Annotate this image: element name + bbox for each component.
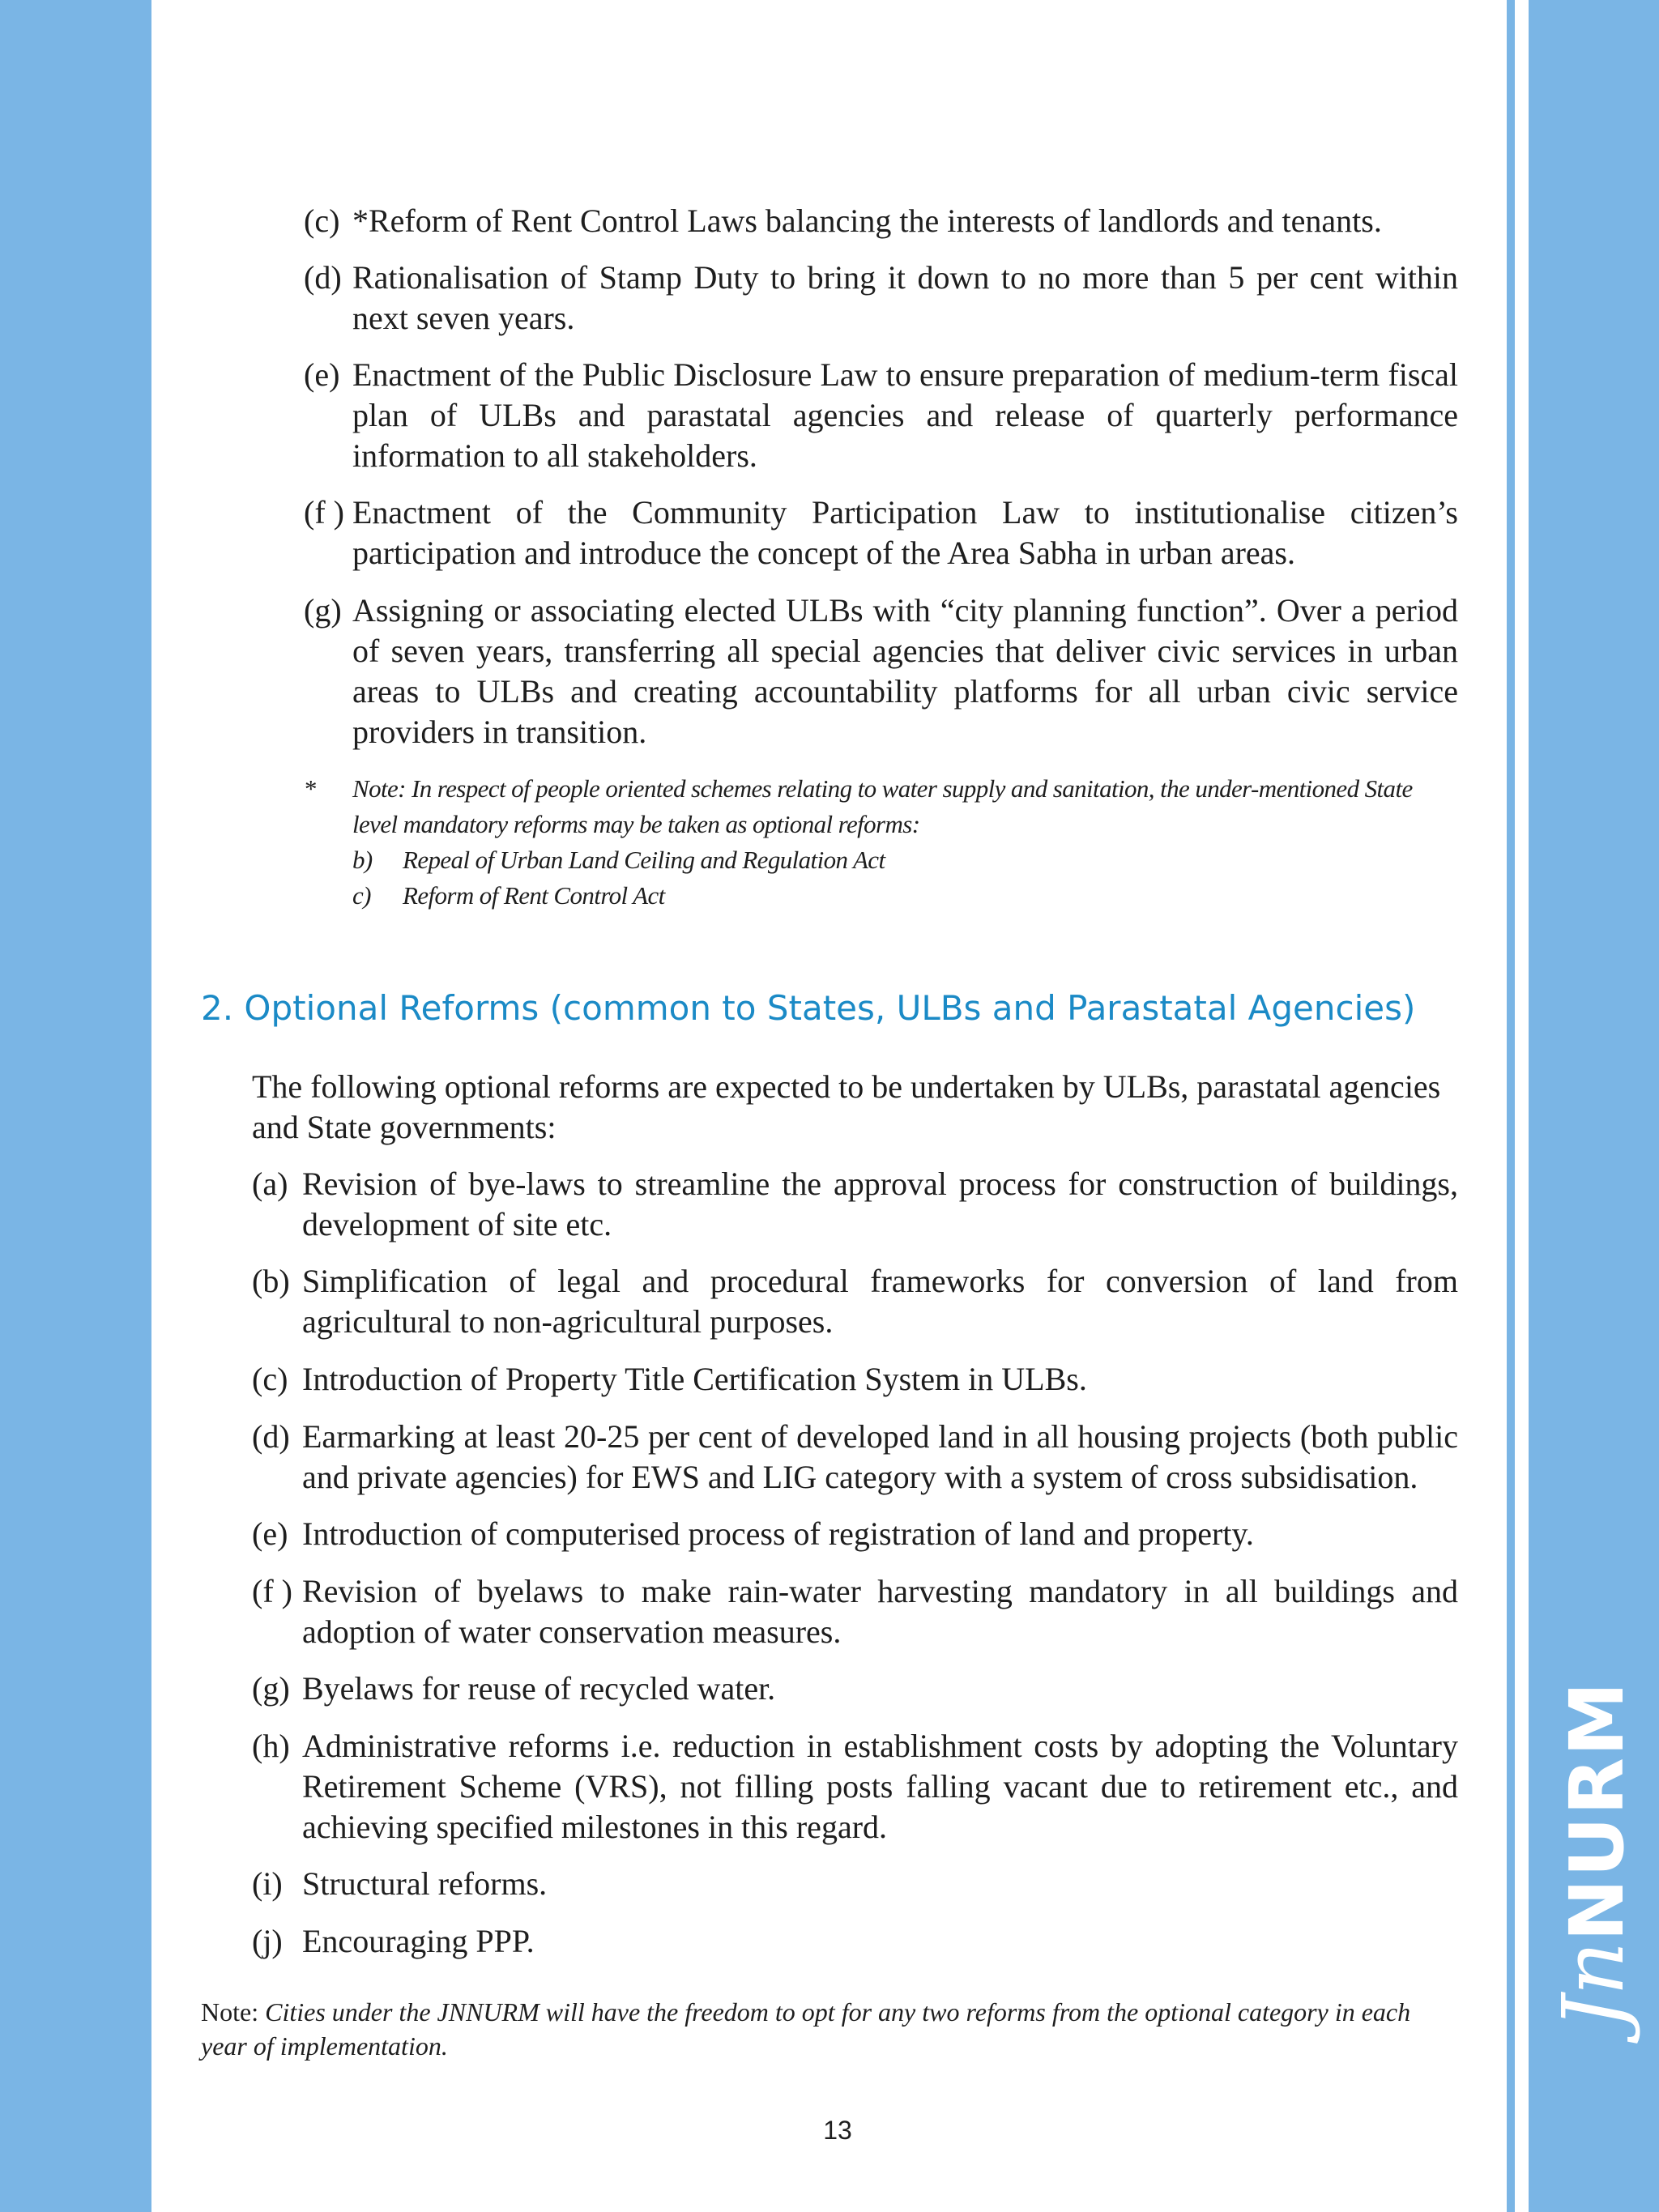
item-label: (f ) bbox=[304, 494, 344, 531]
item-label: (d) bbox=[252, 1418, 290, 1455]
item-text: Assigning or associating elected ULBs with “city planning function”. Over a period of seven years, transferring all special agencies that deliver civic services in urban areas to ULBs and creating accountability platforms for all urban civic service providers in transition. bbox=[352, 592, 1458, 750]
item-text: Byelaws for reuse of recycled water. bbox=[302, 1670, 776, 1707]
mandatory-item-e bbox=[304, 355, 1458, 476]
implementation-note bbox=[201, 1995, 1458, 2063]
item-text: Rationalisation of Stamp Duty to bring it down to no more than 5 per cent within next seven years. bbox=[352, 259, 1458, 336]
item-label: (a) bbox=[252, 1166, 288, 1202]
item-label: (e) bbox=[252, 1515, 288, 1552]
item-label: (e) bbox=[304, 356, 340, 393]
jnnurm-logo: JnNURM bbox=[1544, 1680, 1643, 2030]
optional-item-b bbox=[252, 1261, 1458, 1342]
item-text: Revision of byelaws to make rain-water harvesting mandatory in all buildings and adoption of water conservation measures. bbox=[302, 1573, 1458, 1650]
item-text: *Reform of Rent Control Laws balancing the interests of landlords and tenants. bbox=[352, 202, 1382, 239]
footnote-text: Note: In respect of people oriented schemes relating to water supply and sanitation, the under-mentioned State level mandatory reforms may be taken as optional reforms: bbox=[352, 774, 1413, 838]
mandatory-item-g bbox=[304, 590, 1458, 752]
item-label: (g) bbox=[252, 1670, 290, 1707]
item-text: Earmarking at least 20-25 per cent of developed land in all housing projects (both public and private agencies) for EWS and LIG category with a system of cross subsidisation. bbox=[302, 1418, 1458, 1495]
item-text: Introduction of computerised process of registration of land and property. bbox=[302, 1515, 1254, 1552]
optional-item-e bbox=[252, 1514, 1458, 1554]
footnote-subitem-b bbox=[352, 842, 885, 878]
footnote-marker: * bbox=[305, 774, 318, 803]
item-label: (b) bbox=[252, 1263, 290, 1299]
item-label: (i) bbox=[252, 1865, 283, 1902]
item-text: Enactment of the Public Disclosure Law to ensure preparation of medium-term fiscal plan of ULBs and parastatal agencies and release of quarterly performance information to all stakeholders. bbox=[352, 356, 1458, 474]
section-intro: The following optional reforms are expected to be undertaken by ULBs, parastatal agencies and State governments: bbox=[252, 1068, 1441, 1145]
mandatory-item-f bbox=[304, 492, 1458, 573]
subitem-label: b) bbox=[352, 846, 373, 874]
item-text: Enactment of the Community Participation Law to institutionalise citizen’s participation and introduce the concept of the Area Sabha in urban areas. bbox=[352, 494, 1458, 571]
optional-item-a bbox=[252, 1164, 1458, 1245]
optional-item-c bbox=[252, 1359, 1458, 1400]
subitem-text: Reform of Rent Control Act bbox=[403, 881, 665, 910]
subitem-text: Repeal of Urban Land Ceiling and Regulation Act bbox=[403, 846, 885, 874]
item-label: (j) bbox=[252, 1923, 283, 1959]
item-text: Encouraging PPP. bbox=[302, 1923, 535, 1959]
right-thin-stripe bbox=[1507, 0, 1515, 2212]
optional-item-d bbox=[252, 1417, 1458, 1498]
item-text: Introduction of Property Title Certification System in ULBs. bbox=[302, 1361, 1087, 1397]
optional-item-i bbox=[252, 1864, 1458, 1904]
item-text: Administrative reforms i.e. reduction in establishment costs by adopting the Voluntary Retirement Scheme (VRS), not filling posts falling vacant due to retirement etc., and achieving specified milestones in this regard. bbox=[302, 1728, 1458, 1845]
section-heading: 2. Optional Reforms (common to States, ULBs and Parastatal Agencies) bbox=[201, 988, 1416, 1028]
item-label: (c) bbox=[252, 1361, 288, 1397]
optional-item-f bbox=[252, 1571, 1458, 1652]
optional-item-j bbox=[252, 1921, 1458, 1962]
item-label: (h) bbox=[252, 1728, 290, 1764]
item-label: (c) bbox=[304, 202, 340, 239]
note-text: Cities under the JNNURM will have the freedom to opt for any two reforms from the optional category in each year of implementation. bbox=[201, 1997, 1411, 2061]
subitem-label: c) bbox=[352, 881, 371, 910]
note-label: Note: bbox=[201, 1997, 259, 2027]
item-text: Structural reforms. bbox=[302, 1865, 548, 1902]
mandatory-item-d bbox=[304, 258, 1458, 339]
item-label: (f ) bbox=[252, 1573, 292, 1609]
optional-item-h bbox=[252, 1726, 1458, 1848]
item-text: Simplification of legal and procedural frameworks for conversion of land from agricultural to non-agricultural purposes. bbox=[302, 1263, 1458, 1340]
item-text: Revision of bye-laws to streamline the approval process for construction of buildings, development of site etc. bbox=[302, 1166, 1458, 1242]
page-number: 13 bbox=[823, 2116, 852, 2145]
item-label: (d) bbox=[304, 259, 342, 296]
mandatory-item-c bbox=[304, 201, 1458, 241]
optional-item-g bbox=[252, 1669, 1458, 1709]
item-label: (g) bbox=[304, 592, 342, 629]
footnote-subitem-c bbox=[352, 878, 665, 914]
